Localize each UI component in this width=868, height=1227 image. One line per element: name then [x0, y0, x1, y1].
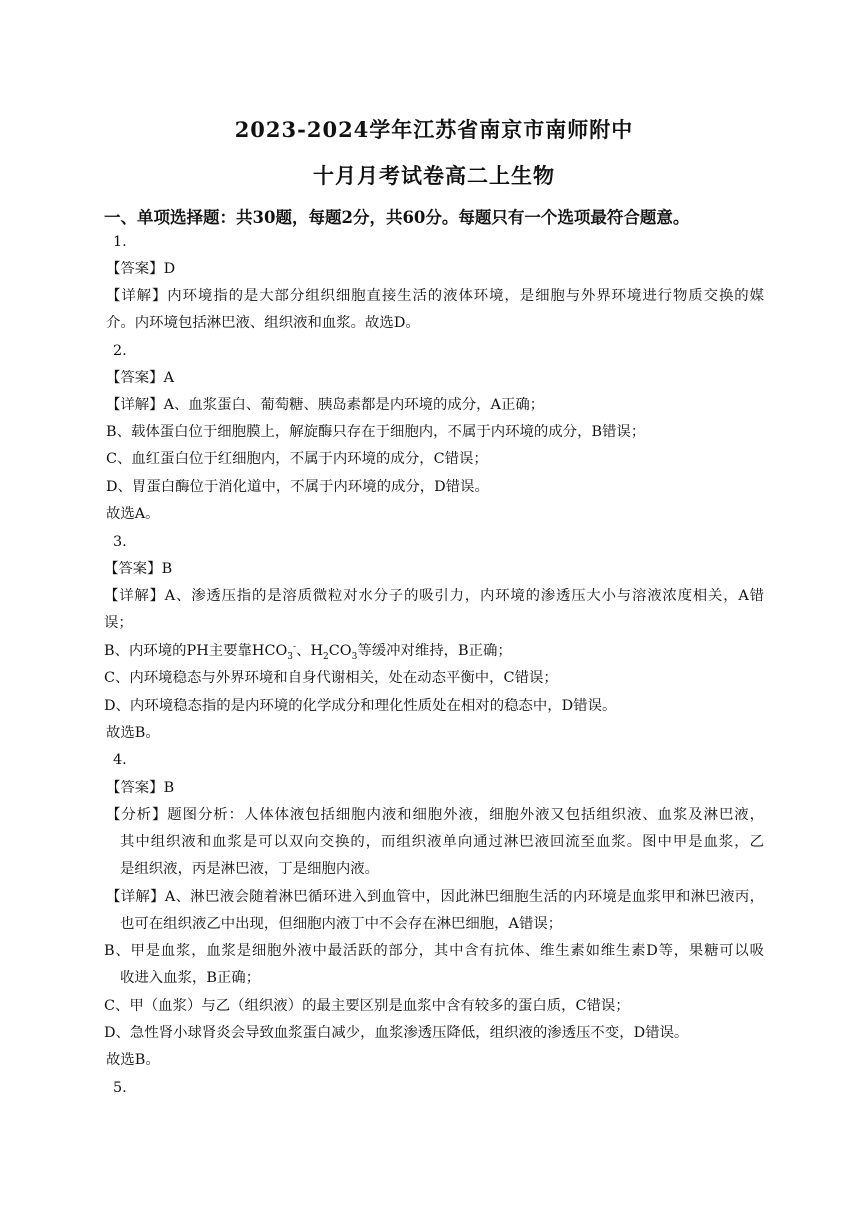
q3-answer: 【答案】B	[104, 561, 173, 577]
q4-number: 4.	[113, 752, 127, 768]
q4-detail-line4: 收进入血浆，B正确；	[120, 970, 261, 986]
doc-title-line2: 十月月考试卷高二上生物	[313, 163, 555, 188]
q4-detail-line2: 也可在组织液乙中出现，但细胞内液丁中不会存在淋巴细胞，A错误；	[120, 916, 563, 932]
q5-number: 5.	[113, 1080, 127, 1096]
q2-detail-line4: D、胃蛋白酶位于消化道中，不属于内环境的成分，D错误。	[106, 479, 489, 495]
section-heading: 一、单项选择题：共30题，每题2分，共60分。每题只有一个选项最符合题意。	[104, 208, 690, 227]
q4-detail-line6: D、急性肾小球肾炎会导致血浆蛋白减少，血浆渗透压降低，组织液的渗透压不变，D错误。	[104, 1025, 689, 1041]
q3-detail-line1: 【详解】A、渗透压指的是溶质微粒对水分子的吸引力，内环境的渗透压大小与溶液浓度相关，A错	[104, 588, 764, 604]
q2-answer: 【答案】A	[106, 370, 174, 386]
q4-answer: 【答案】B	[106, 780, 175, 796]
q3-number: 3.	[113, 534, 127, 550]
q3-detail-line2: 误；	[104, 615, 133, 631]
q4-analysis-line1: 【分析】题图分析：人体体液包括细胞内液和细胞外液，细胞外液又包括组织液、血浆及淋巴液，	[106, 807, 764, 823]
q3-detail-line3: B、内环境的PH主要靠$HCO_3^-$、$H_2CO_3$等缓冲对维持，B正确；	[104, 642, 512, 662]
q2-choose: 故选A。	[106, 506, 160, 522]
q2-detail-line1: 【详解】A、血浆蛋白、葡萄糖、胰岛素都是内环境的成分，A正确；	[106, 397, 545, 413]
q3-detail-line4: C、内环境稳态与外界环境和自身代谢相关，处在动态平衡中，C错误；	[104, 670, 558, 686]
q3-detail-line5: D、内环境稳态指的是内环境的化学成分和理化性质处在相对的稳态中，D错误。	[104, 698, 617, 714]
q4-analysis-line3: 是组织液，丙是淋巴液，丁是细胞内液。	[120, 861, 380, 877]
q4-choose: 故选B。	[106, 1052, 160, 1068]
q1-number: 1.	[113, 234, 127, 250]
doc-title-line1: 2023-2024学年江苏省南京市南师附中	[234, 117, 634, 142]
q2-detail-line2: B、载体蛋白位于细胞膜上，解旋酶只存在于细胞内，不属于内环境的成分，B错误；	[106, 424, 646, 440]
q4-analysis-line2: 其中组织液和血浆是可以双向交换的，而组织液单向通过淋巴液回流至血浆。图中甲是血浆，乙	[120, 834, 764, 850]
q4-detail-line5: C、甲（血浆）与乙（组织液）的最主要区别是血浆中含有较多的蛋白质，C错误；	[104, 998, 630, 1014]
q4-detail-line1: 【详解】A、淋巴液会随着淋巴循环进入到血管中，因此淋巴细胞生活的内环境是血浆甲和淋巴液丙，	[106, 889, 764, 905]
q3-choose: 故选B。	[106, 725, 160, 741]
q4-detail-line3: B、甲是血浆，血浆是细胞外液中最活跃的部分，其中含有抗体、维生素如维生素D等，果糖可以吸	[104, 943, 764, 959]
q2-number: 2.	[113, 343, 127, 359]
q1-detail-line1: 【详解】内环境指的是大部分组织细胞直接生活的液体环境，是细胞与外界环境进行物质交换的媒	[106, 288, 764, 304]
q2-detail-line3: C、血红蛋白位于红细胞内，不属于内环境的成分，C错误；	[106, 451, 488, 467]
q1-answer: 【答案】D	[106, 261, 176, 277]
q1-detail-line2: 介。内环境包括淋巴液、组织液和血浆。故选D。	[106, 315, 420, 331]
